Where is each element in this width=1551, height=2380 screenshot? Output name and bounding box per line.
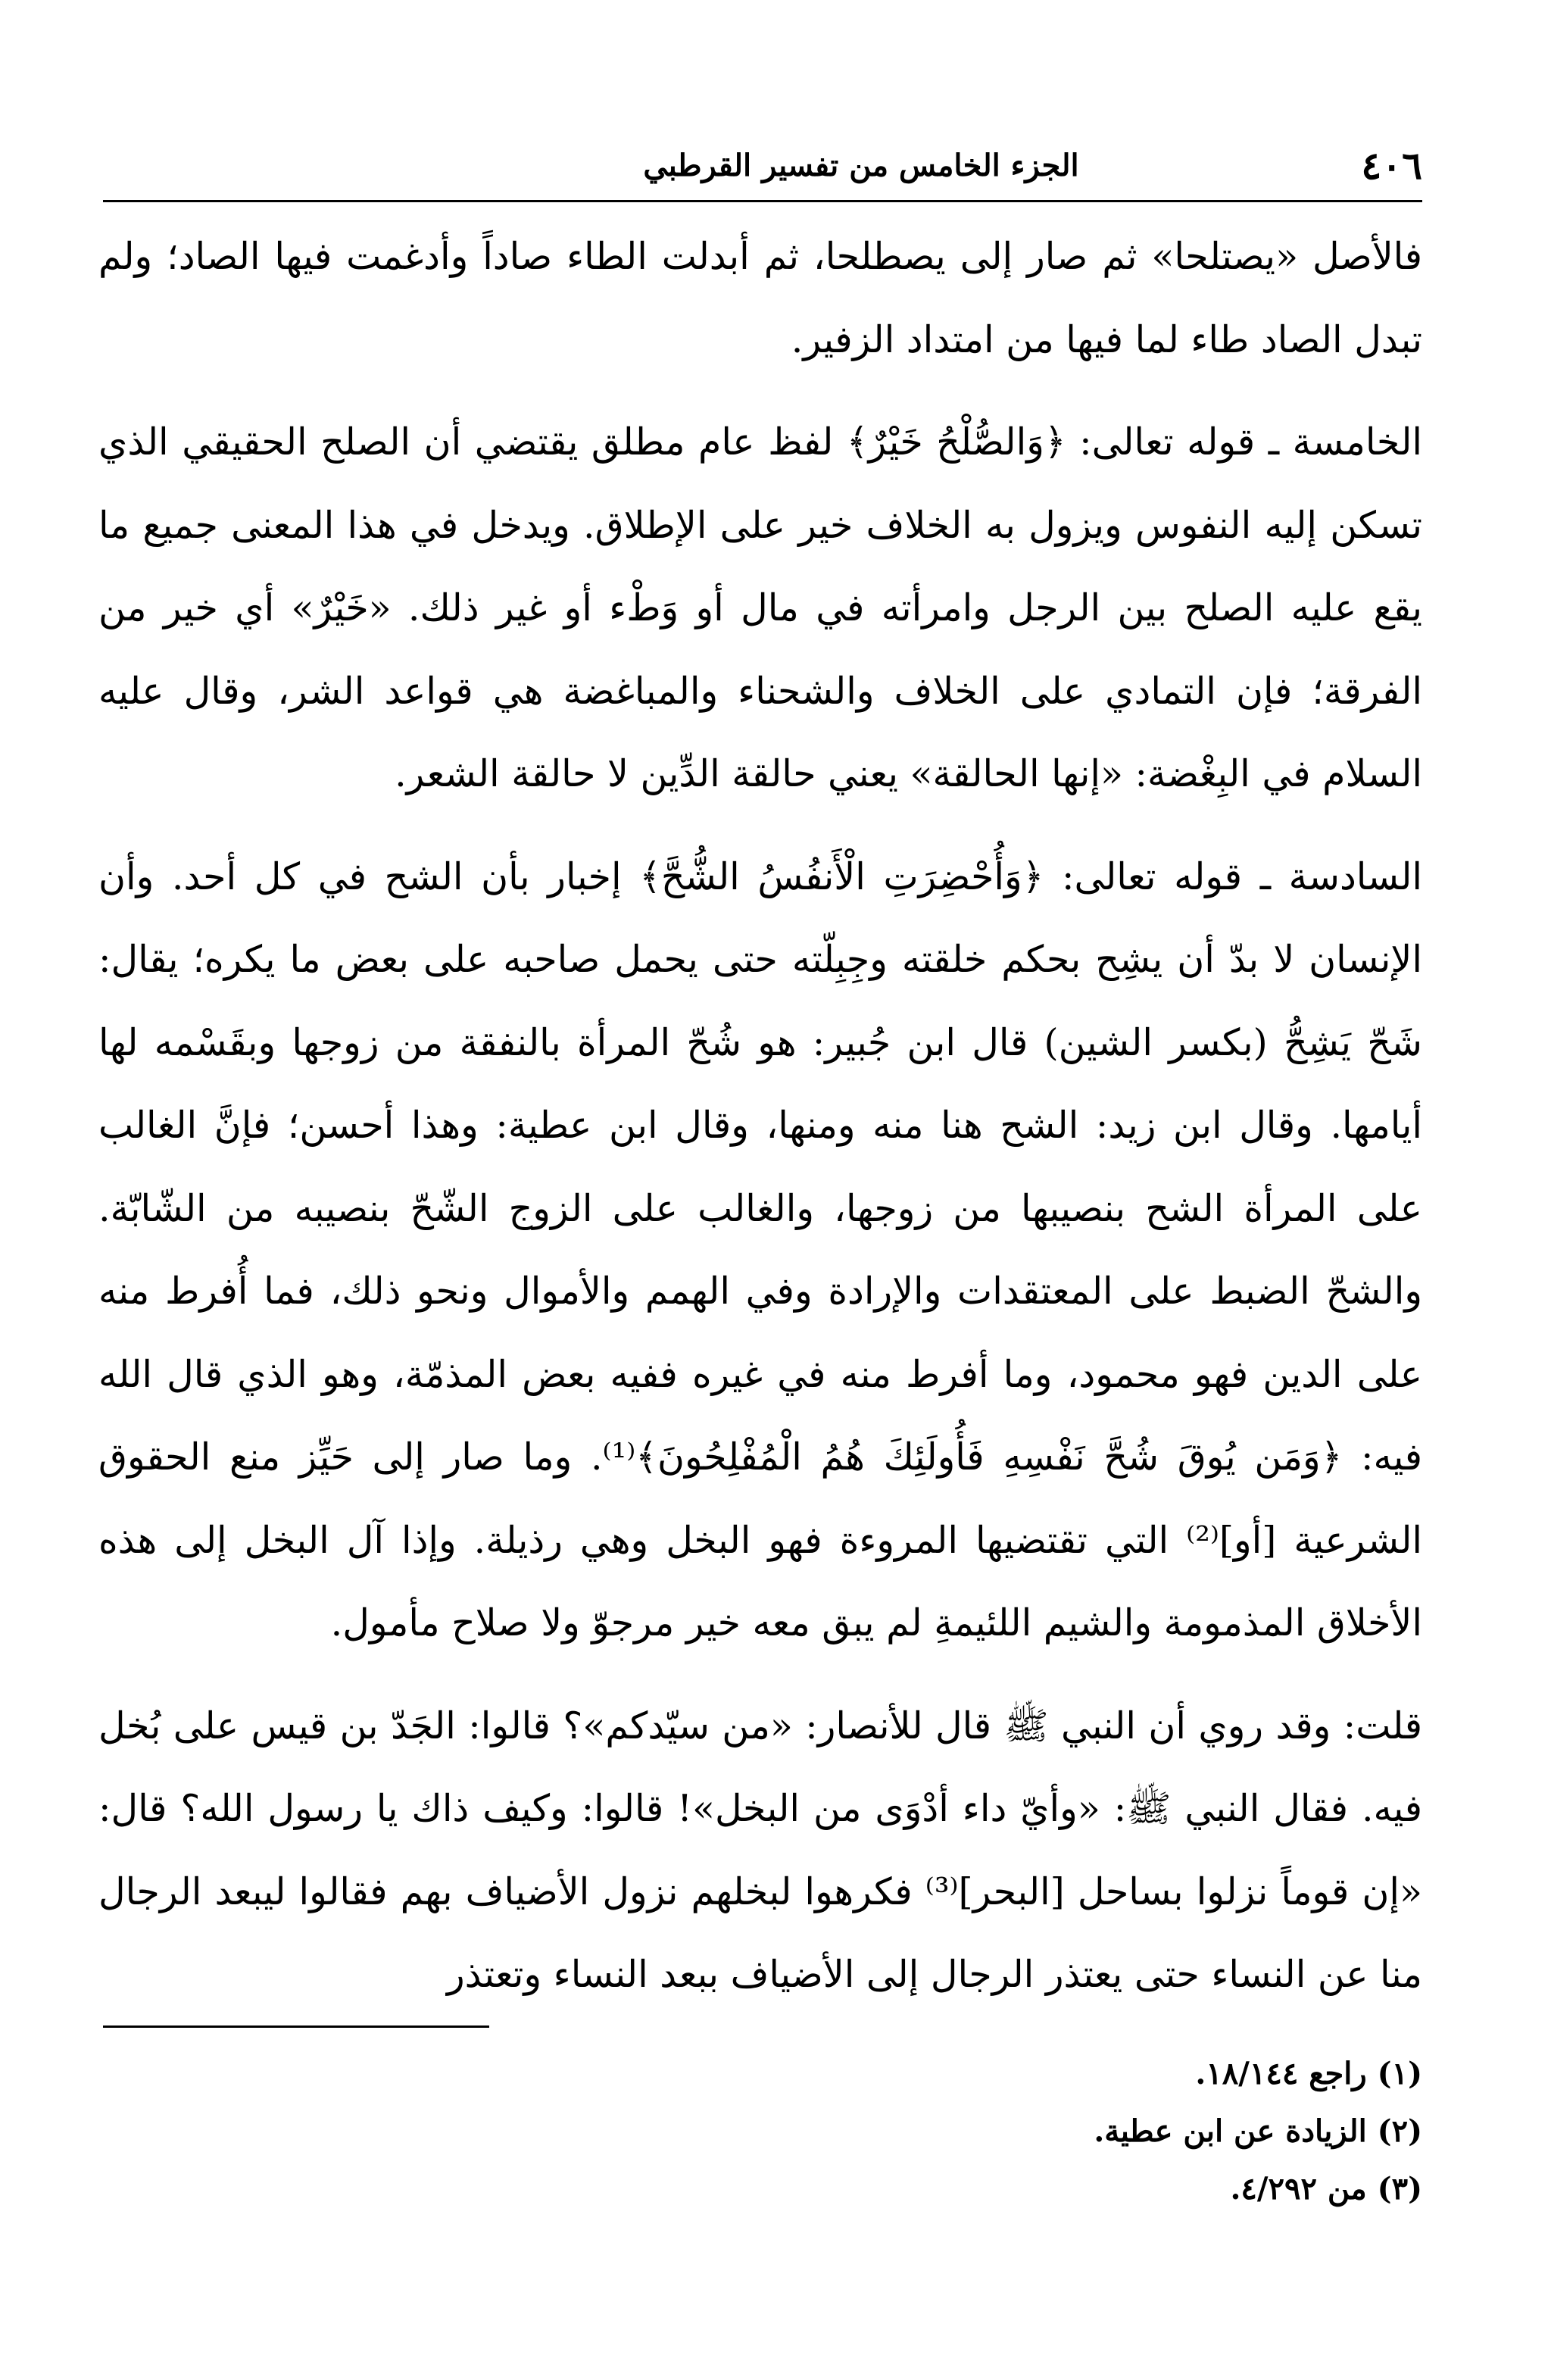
page-number: ٤٠٦ (1361, 143, 1422, 188)
header-rule (103, 200, 1422, 202)
footnote-1: (١) راجع ١٨/١٤٤. (1195, 2056, 1422, 2091)
footnote-2: (٢) الزيادة عن ابن عطية. (1094, 2113, 1422, 2149)
main-text (98, 215, 1422, 2016)
paragraph-fifth: الخامسة ـ قوله تعالى: ﴿وَالصُّلْحُ خَيْرٌ﴾ لفظ عام مطلق يقتضي أن الصلح الحقيقي الذي تسكن إليه النفوس ويزول به الخلاف خير على الإطلاق. ويدخل في هذا المعنى جميع ما يقع عليه الصلح بين الرجل وامرأته في مال أو وَطْء أو غير ذلك. «خَيْرٌ» أي خير من الفرقة؛ فإن التمادي على الخلاف والشحناء والمباغضة هي قواعد الشر، وقال عليه السلام في البِغْضة: «إنها الحالقة» يعني حالقة الدِّين لا حالقة الشعر. (98, 420, 1422, 795)
paragraph-qultu: قلت: وقد روي أن النبي ﷺ قال للأنصار: «من سيّدكم»؟ قالوا: الجَدّ بن قيس على بُخل فيه. فقال النبي ﷺ: «وأيّ داء أدْوَى من البخل»! قالوا: وكيف ذاك يا رسول الله؟ قال: «إن قوماً نزلوا بساحل [البحر]⁽³⁾ فكرهوا لبخلهم نزول الأضياف بهم فقالوا ليبعد الرجال منا عن النساء حتى يعتذر الرجال إلى الأضياف ببعد النساء وتعتذر (98, 1704, 1422, 1996)
running-title: الجزء الخامس من تفسير القرطبي (643, 148, 1079, 183)
footnote-3: (٣) من ٤/٢٩٢. (1230, 2171, 1422, 2207)
paragraph-intro: فالأصل «يصتلحا» ثم صار إلى يصطلحا، ثم أبدلت الطاء صاداً وأدغمت فيها الصاد؛ ولم تبدل الصاد طاء لما فيها من امتداد الزفير. (98, 235, 1422, 361)
paragraph-sixth: السادسة ـ قوله تعالى: ﴿وَأُحْضِرَتِ الْأَنفُسُ الشُّحَّ﴾ إخبار بأن الشح في كل أحد. وأن الإنسان لا بدّ أن يشِح بحكم خلقته وجِبِلّته حتى يحمل صاحبه على بعض ما يكره؛ يقال: شَحّ يَشِحُّ (بكسر الشين) قال ابن جُبير: هو شُحّ المرأة بالنفقة من زوجها وبقَسْمه لها أيامها. وقال ابن زيد: الشح هنا منه ومنها، وقال ابن عطية: وهذا أحسن؛ فإنَّ الغالب على المرأة الشح بنصيبها من زوجها، والغالب على الزوج الشّحّ بنصيبه من الشّابّة. والشحّ الضبط على المعتقدات والإرادة وفي الهمم والأموال ونحو ذلك، فما أُفرط منه على الدين فهو محمود، وما أفرط منه في غيره ففيه بعض المذمّة، وهو الذي قال الله فيه: ﴿وَمَن يُوقَ شُحَّ نَفْسِهِ فَأُولَئِكَ هُمُ الْمُفْلِحُونَ﴾⁽¹⁾. وما صار إلى حَيِّز منع الحقوق الشرعية [أو]⁽²⁾ التي تقتضيها المروءة فهو البخل وهي رذيلة. وإذا آل البخل إلى هذه الأخلاق المذمومة والشيم اللئيمةِ لم يبق معه خير مرجوّ ولا صلاح مأمول. (98, 854, 1422, 1644)
footnotes (757, 2045, 1422, 2218)
footnote-rule (103, 2025, 489, 2028)
page-header (103, 136, 1422, 195)
